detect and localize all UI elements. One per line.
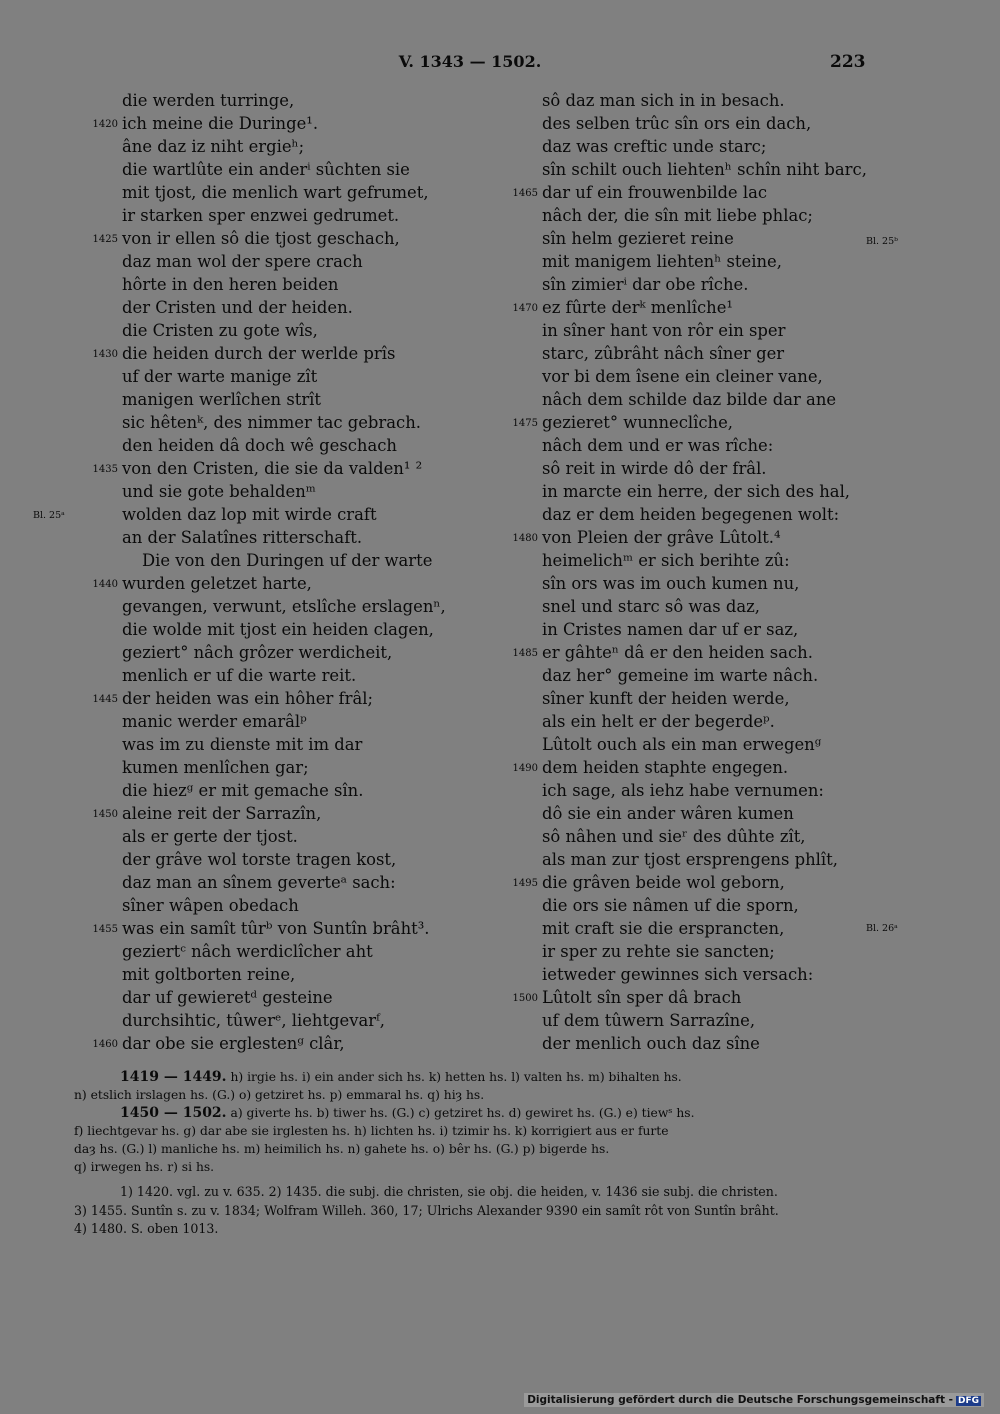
verse-line [490,940,870,963]
verse-number: 1470 [512,303,538,314]
verse-text: was im zu dienste mit im dar [122,735,363,754]
apparatus-line: q) irwegen hs. r) si hs. [74,1160,215,1174]
verse-text: manigen werlîchen strît [122,390,321,409]
verse-text: daz was creftic unde starc; [542,137,767,156]
verse-text: uf dem tûwern Sarrazîne, [542,1011,756,1030]
verse-text: nâch der, die sîn mit liebe phlac; [542,206,813,225]
verse-text: sic hêtenᵏ, des nimmer tac gebrach. [122,413,421,432]
verse-line [490,503,870,526]
verse-line [70,825,510,848]
verse-line [70,181,510,204]
verse-text: sô reit in wirde dô der frâl. [542,459,767,478]
verse-line [70,457,510,480]
verse-text: menlich er uf die warte reit. [122,666,357,685]
verse-text: hôrte in den heren beiden [122,275,339,294]
verse-text: die ors sie nâmen uf die sporn, [542,896,799,915]
verse-text: des selben trûc sîn ors ein dach, [542,114,812,133]
verse-line [70,595,510,618]
verse-line [70,273,510,296]
verse-number: 1450 [92,809,118,820]
verse-text: uf der warte manige zît [122,367,318,386]
verse-line [70,687,510,710]
footnotes [74,1183,864,1239]
page-number: 223 [830,52,866,72]
verse-text: nâch dem und er was rîche: [542,436,774,455]
verse-text: âne daz iz niht ergieʰ; [122,137,305,156]
verse-number: 1420 [92,119,118,130]
verse-text: wolden daz lop mit wirde craft [122,505,377,524]
running-header: V. 1343 — 1502. [398,52,542,71]
verse-line [490,158,870,181]
verse-line [490,112,870,135]
verse-line [70,756,510,779]
dfg-logo: DFG [957,1396,979,1406]
verse-text: als ein helt er der begerdeᵖ. [542,712,775,731]
verse-number: 1460 [92,1039,118,1050]
verse-line [490,411,870,434]
verse-line [70,802,510,825]
verse-line [70,572,510,595]
verse-line [490,89,870,112]
verse-text: sô nâhen und sieʳ des dûhte zît, [542,827,806,846]
verse-text: die wolde mit tjost ein heiden clagen, [122,620,434,639]
verse-text: nâch dem schilde daz bilde dar ane [542,390,837,409]
verse-line [490,618,870,641]
verse-text: mit goltborten reine, [122,965,296,984]
verse-text: die Cristen zu gote wîs, [122,321,318,340]
verse-number: 1425 [92,234,118,245]
verse-line [70,480,510,503]
verse-line [70,641,510,664]
apparatus-line: h) irgie hs. i) ein ander sich hs. k) hetten hs. l) valten hs. m) bihalten hs. [230,1070,682,1084]
verse-text: die wartlûte ein anderⁱ sûchten sie [122,160,410,179]
verse-line [490,457,870,480]
verse-text: snel und starc sô was daz, [542,597,760,616]
verse-number: 1455 [92,924,118,935]
verse-text: sîn ors was im ouch kumen nu, [542,574,800,593]
verse-text: die hiezᵍ er mit gemache sîn. [122,781,364,800]
verse-text: daz man wol der spere crach [122,252,363,271]
verse-line [70,963,510,986]
verse-text: in Cristes namen dar uf er saz, [542,620,799,639]
verse-number: 1500 [512,993,538,1004]
verse-line [490,342,870,365]
verse-line [490,802,870,825]
verse-line [70,503,510,526]
verse-line [490,779,870,802]
verse-line [70,940,510,963]
verse-line [70,365,510,388]
verse-text: dem heiden staphte engegen. [542,758,789,777]
verse-line [490,894,870,917]
verse-line [490,296,870,319]
verse-text: durchsihtic, tûwerᵉ, liehtgevarᶠ, [122,1011,385,1030]
verse-text: ietweder gewinnes sich versach: [542,965,814,984]
verse-line [70,871,510,894]
critical-apparatus [74,1068,864,1176]
verse-line [490,986,870,1009]
verse-text: sîner wâpen obedach [122,896,299,915]
verse-line [490,204,870,227]
margin-note-right-2: Bl. 26ᵃ [866,923,898,934]
verse-text: in marcte ein herre, der sich des hal, [542,482,851,501]
verse-number: 1495 [512,878,538,889]
footnote: 1) 1420. vgl. zu v. 635. 2) 1435. die subj. die christen, sie obj. die heiden, v. 1436 sie subj. die christen. [120,1184,778,1199]
verse-line [70,250,510,273]
verse-line [490,250,870,273]
verse-line [70,112,510,135]
verse-line [490,687,870,710]
verse-text: in sîner hant von rôr ein sper [542,321,786,340]
verse-text: geziert° nâch grôzer werdicheit, [122,643,393,662]
verse-line [70,227,510,250]
verse-text: daz her° gemeine im warte nâch. [542,666,819,685]
verse-text: vor bi dem îsene ein cleiner vane, [542,367,823,386]
verse-line [70,135,510,158]
verse-line [70,986,510,1009]
verse-line [490,1032,870,1055]
footnote: 4) 1480. S. oben 1013. [74,1221,219,1236]
verse-number: 1485 [512,648,538,659]
verse-line [70,549,510,572]
verse-text: der Cristen und der heiden. [122,298,353,317]
verse-line [490,434,870,457]
verse-line [70,894,510,917]
verse-line [490,319,870,342]
verse-text: von Pleien der grâve Lûtolt.⁴ [542,528,781,547]
verse-text: ir sper zu rehte sie sancten; [542,942,775,961]
verse-line [70,526,510,549]
verse-text: sîn zimierⁱ dar obe rîche. [542,275,749,294]
verse-line [490,549,870,572]
verse-line [490,273,870,296]
verse-line [70,733,510,756]
verse-number: 1445 [92,694,118,705]
verse-text: dar obe sie erglestenᵍ clâr, [122,1034,345,1053]
verse-text: wurden geletzet harte, [122,574,312,593]
verse-text: von den Cristen, die sie da valden¹ ² [122,459,423,478]
verse-line [490,1009,870,1032]
verse-text: als er gerte der tjost. [122,827,298,846]
verse-line [70,710,510,733]
verse-text: er gâhteⁿ dâ er den heiden sach. [542,643,813,662]
verse-text: von ir ellen sô die tjost geschach, [122,229,400,248]
verse-text: dô sie ein ander wâren kumen [542,804,794,823]
verse-text: sîn helm gezieret reine [542,229,734,248]
verse-text: sîner kunft der heiden werde, [542,689,790,708]
verse-line [490,733,870,756]
verse-line [490,963,870,986]
verse-text: die werden turringe, [122,91,295,110]
verse-line [490,871,870,894]
verse-text: ich sage, als iehz habe vernumen: [542,781,824,800]
right-verse-column [490,89,870,1055]
verse-line [490,595,870,618]
verse-text: sô daz man sich in in besach. [542,91,785,110]
verse-line [490,710,870,733]
verse-text: ir starken sper enzwei gedrumet. [122,206,400,225]
verse-number: 1475 [512,418,538,429]
verse-line [70,89,510,112]
verse-text: gezieret° wunneclîche, [542,413,734,432]
verse-line [70,779,510,802]
verse-text: der heiden was ein hôher frâl; [122,689,373,708]
verse-number: 1430 [92,349,118,360]
verse-text: ich meine die Duringe¹. [122,114,319,133]
verse-text: Die von den Duringen uf der warte [142,551,433,570]
verse-number: 1490 [512,763,538,774]
margin-note-right-1: Bl. 25ᵇ [866,236,898,247]
verse-text: und sie gote behaldenᵐ [122,482,316,501]
verse-text: mit craft sie die ersprancten, [542,919,785,938]
apparatus-line: a) giverte hs. b) tiwer hs. (G.) c) getziret hs. d) gewiret hs. (G.) e) tiewˢ hs. [230,1106,695,1120]
verse-line [490,365,870,388]
verse-text: kumen menlîchen gar; [122,758,309,777]
verse-line [70,158,510,181]
verse-text: starc, zûbrâht nâch sîner ger [542,344,785,363]
verse-text: an der Salatînes ritterschaft. [122,528,363,547]
left-verse-column [70,89,510,1055]
verse-line [490,641,870,664]
verse-text: manic werder emarâlᵖ [122,712,307,731]
verse-text: Lûtolt sîn sper dâ brach [542,988,742,1007]
verse-number: 1480 [512,533,538,544]
verse-line [70,848,510,871]
apparatus-line: f) liechtgevar hs. g) dar abe sie irglesten hs. h) lichten hs. i) tzimir hs. k) korrigiert aus er furte [74,1124,669,1138]
apparatus-line: daȝ hs. (G.) l) manliche hs. m) heimilich hs. n) gahete hs. o) bêr hs. (G.) p) bigerde hs. [74,1142,610,1156]
apparatus-section-label: 1419 — 1449. [120,1069,227,1085]
verse-text: die grâven beide wol geborn, [542,873,785,892]
verse-line [70,917,510,940]
verse-text: dar uf gewieretᵈ gesteine [122,988,333,1007]
verse-line [70,204,510,227]
verse-number: 1440 [92,579,118,590]
verse-text: gevangen, verwunt, etslîche erslagenⁿ, [122,597,446,616]
verse-line [70,319,510,342]
verse-line [490,388,870,411]
verse-text: der menlich ouch daz sîne [542,1034,760,1053]
verse-text: den heiden dâ doch wê geschach [122,436,397,455]
verse-line [490,825,870,848]
verse-line [70,1032,510,1055]
verse-line [490,756,870,779]
verse-text: der grâve wol torste tragen kost, [122,850,397,869]
verse-line [490,572,870,595]
verse-text: als man zur tjost ersprengens phlît, [542,850,838,869]
verse-line [70,342,510,365]
dfg-credit-text: Digitalisierung gefördert durch die Deutsche Forschungsgemeinschaft - [527,1394,953,1406]
verse-text: mit manigem liehtenʰ steine, [542,252,782,271]
apparatus-section-label: 1450 — 1502. [120,1105,227,1121]
dfg-credit [524,1393,984,1407]
verse-number: 1435 [92,464,118,475]
verse-text: aleine reit der Sarrazîn, [122,804,322,823]
verse-text: Lûtolt ouch als ein man erwegenᵍ [542,735,822,754]
verse-line [490,480,870,503]
verse-line [490,135,870,158]
verse-line [490,526,870,549]
verse-line [70,664,510,687]
verse-line [70,388,510,411]
verse-text: daz er dem heiden begegenen wolt: [542,505,840,524]
verse-line [70,1009,510,1032]
verse-text: was ein samît tûrᵇ von Suntîn brâht³. [122,919,430,938]
apparatus-line: n) etslich irslagen hs. (G.) o) getziret hs. p) emmaral hs. q) hiȝ hs. [74,1088,485,1102]
verse-line [70,296,510,319]
verse-number: 1465 [512,188,538,199]
verse-text: ez fûrte derᵏ menlîche¹ [542,298,734,317]
verse-line [490,917,870,940]
verse-line [490,664,870,687]
verse-text: heimelichᵐ er sich berihte zû: [542,551,790,570]
verse-text: mit tjost, die menlich wart gefrumet, [122,183,429,202]
verse-line [490,848,870,871]
verse-text: dar uf ein frouwenbilde lac [542,183,768,202]
verse-line [490,227,870,250]
verse-line [490,181,870,204]
verse-text: die heiden durch der werlde prîs [122,344,396,363]
verse-line [70,411,510,434]
footnote: 3) 1455. Suntîn s. zu v. 1834; Wolfram Willeh. 360, 17; Ulrichs Alexander 9390 ein samît rôt von Suntîn brâht. [74,1202,779,1218]
verse-text: sîn schilt ouch liehtenʰ schîn niht barc, [542,160,867,179]
verse-line [70,434,510,457]
verse-text: geziertᶜ nâch werdiclîcher aht [122,942,373,961]
verse-line [70,618,510,641]
margin-note-left: Bl. 25ᵃ [33,510,65,521]
verse-text: daz man an sînem geverteᵃ sach: [122,873,396,892]
